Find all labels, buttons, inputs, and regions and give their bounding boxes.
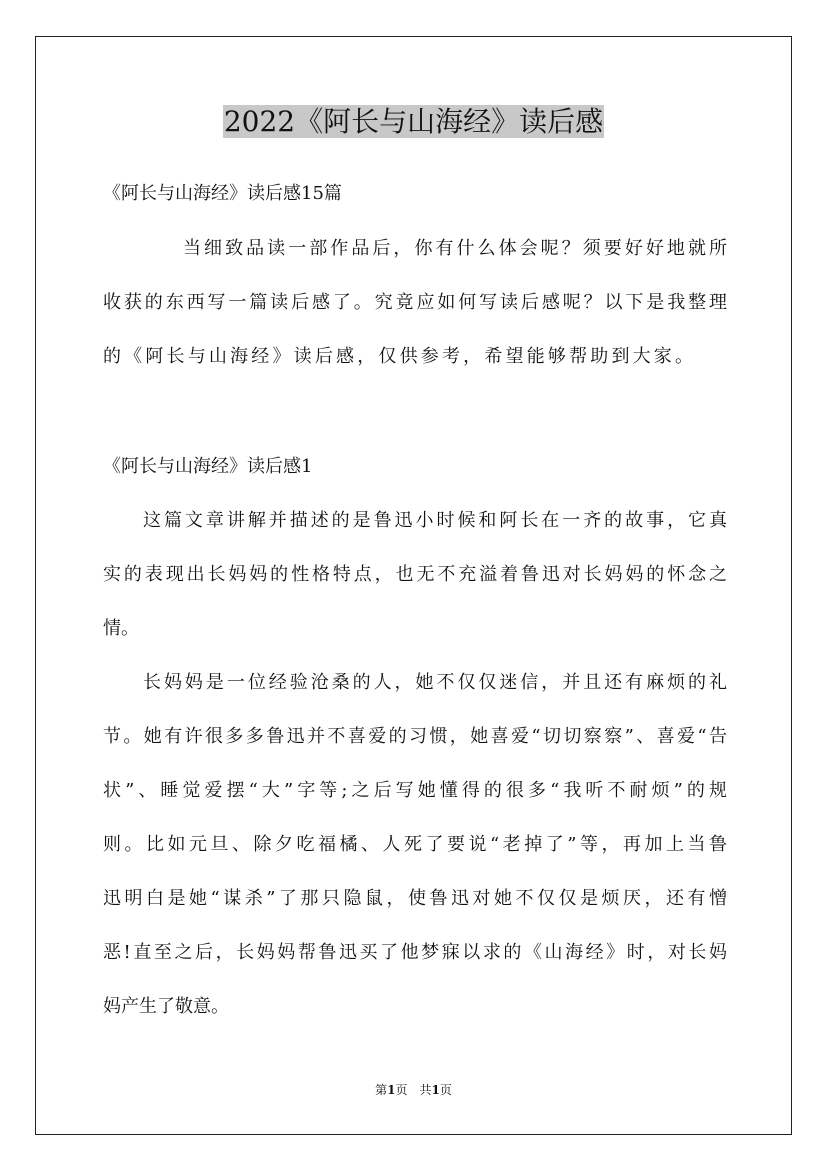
para2-line-4: 则。比如元旦、除夕吃福橘、人死了要说“老掉了”等，再加上当鲁: [103, 834, 727, 855]
intro-line-1: 当细致品读一部作品后，你有什么体会呢？须要好好地就所: [183, 238, 727, 259]
intro-line-2: 收获的东西写一篇读后感了。究竟应如何写读后感呢？以下是我整理: [103, 292, 727, 313]
para2-line-1: 长妈妈是一位经验沧桑的人，她不仅仅迷信，并且还有麻烦的礼: [143, 672, 727, 693]
para2-line-6: 恶!直至之后，长妈妈帮鲁迅买了他梦寐以求的《山海经》时，对长妈: [103, 942, 727, 963]
document-title-text: 2022《阿长与山海经》读后感: [223, 105, 604, 138]
para2-line-2: 节。她有许很多多鲁迅并不喜爱的习惯，她喜爱“切切察察”、喜爱“告: [103, 726, 727, 747]
para1-line-2: 实的表现出长妈妈的性格特点，也无不充溢着鲁迅对长妈妈的怀念之: [103, 564, 727, 585]
para1-line-3: 情。: [103, 618, 139, 639]
total-page-number: 1: [431, 1083, 440, 1097]
para2-line-5: 迅明白是她“谋杀”了那只隐鼠，使鲁迅对她不仅仅是烦厌，还有憎: [103, 888, 727, 909]
para2-line-3: 状”、睡觉爱摆“大”字等;之后写她懂得的很多“我听不耐烦”的规: [103, 780, 727, 801]
intro-line-3: 的《阿长与山海经》读后感，仅供参考，希望能够帮助到大家。: [103, 346, 693, 367]
para2-line-7: 妈产生了敬意。: [103, 996, 229, 1017]
subtitle: 《阿长与山海经》读后感15篇: [103, 183, 342, 204]
section-heading: 《阿长与山海经》读后感1: [103, 456, 313, 477]
page-footer: 第1页 共1页: [375, 1083, 452, 1097]
document-title: [0, 102, 827, 142]
para1-line-1: 这篇文章讲解并描述的是鲁迅小时候和阿长在一齐的故事，它真: [143, 510, 727, 531]
current-page-number: 1: [387, 1083, 396, 1097]
